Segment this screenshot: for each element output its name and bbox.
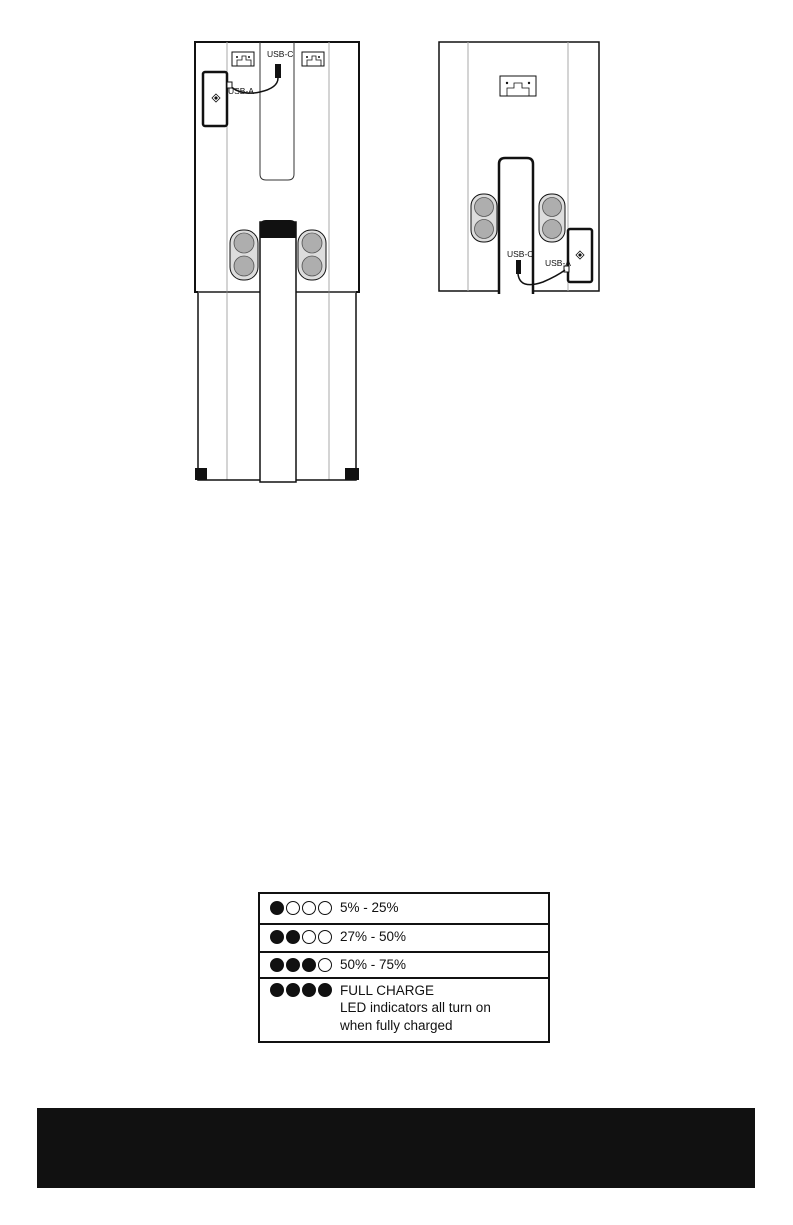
led-off-icon (318, 958, 332, 972)
battery-row-3 (260, 953, 548, 979)
speaker-grille-right (539, 194, 565, 242)
led-on-icon (302, 958, 316, 972)
battery-level-label: 50% - 75% (340, 957, 407, 972)
usb-c-label: USB-C (267, 49, 294, 59)
led-off-icon (318, 930, 332, 944)
led-on-icon (270, 958, 284, 972)
led-on-icon (286, 958, 300, 972)
speaker-grille-left (230, 230, 258, 280)
led-off-icon (286, 901, 300, 915)
led-indicator-group (270, 983, 332, 997)
center-column (260, 222, 296, 482)
battery-row-4 (260, 979, 548, 1041)
battery-row-1 (260, 894, 548, 925)
battery-row-2 (260, 925, 548, 953)
led-indicator-group (270, 930, 332, 944)
led-on-icon (286, 930, 300, 944)
led-off-icon (318, 901, 332, 915)
led-off-icon (302, 930, 316, 944)
diagram-upper-panel-detail (425, 30, 605, 300)
diagram-full-stand (180, 30, 380, 490)
usb-a-label: USB-A (545, 258, 571, 268)
speaker-grille-left (471, 194, 497, 242)
led-on-icon (270, 901, 284, 915)
battery-full-description (340, 999, 540, 1035)
usb-c-plug (516, 260, 521, 274)
battery-level-label: 27% - 50% (340, 929, 407, 944)
hook-bracket-right (302, 52, 324, 66)
led-off-icon (302, 901, 316, 915)
led-indicator-group (270, 901, 332, 915)
footer-bar (37, 1108, 755, 1188)
battery-indicator-table (258, 892, 550, 1043)
usb-c-plug (275, 64, 281, 78)
description-line: when fully charged (340, 1018, 453, 1033)
led-on-icon (270, 930, 284, 944)
description-line: LED indicators all turn on (340, 1000, 491, 1015)
led-on-icon (270, 983, 284, 997)
usb-c-label: USB-C (507, 249, 534, 259)
usb-a-label: USB-A (228, 86, 254, 96)
led-on-icon (302, 983, 316, 997)
stand-foot-right (345, 468, 359, 480)
hook-bracket (500, 76, 536, 96)
led-indicator-group (270, 958, 332, 972)
battery-level-label: FULL CHARGE (340, 983, 435, 998)
stand-foot-left (195, 468, 207, 480)
speaker-grille-right (298, 230, 326, 280)
led-on-icon (318, 983, 332, 997)
hook-bracket-left (232, 52, 254, 66)
battery-level-label: 5% - 25% (340, 900, 399, 915)
led-on-icon (286, 983, 300, 997)
center-column-cap (260, 220, 296, 238)
